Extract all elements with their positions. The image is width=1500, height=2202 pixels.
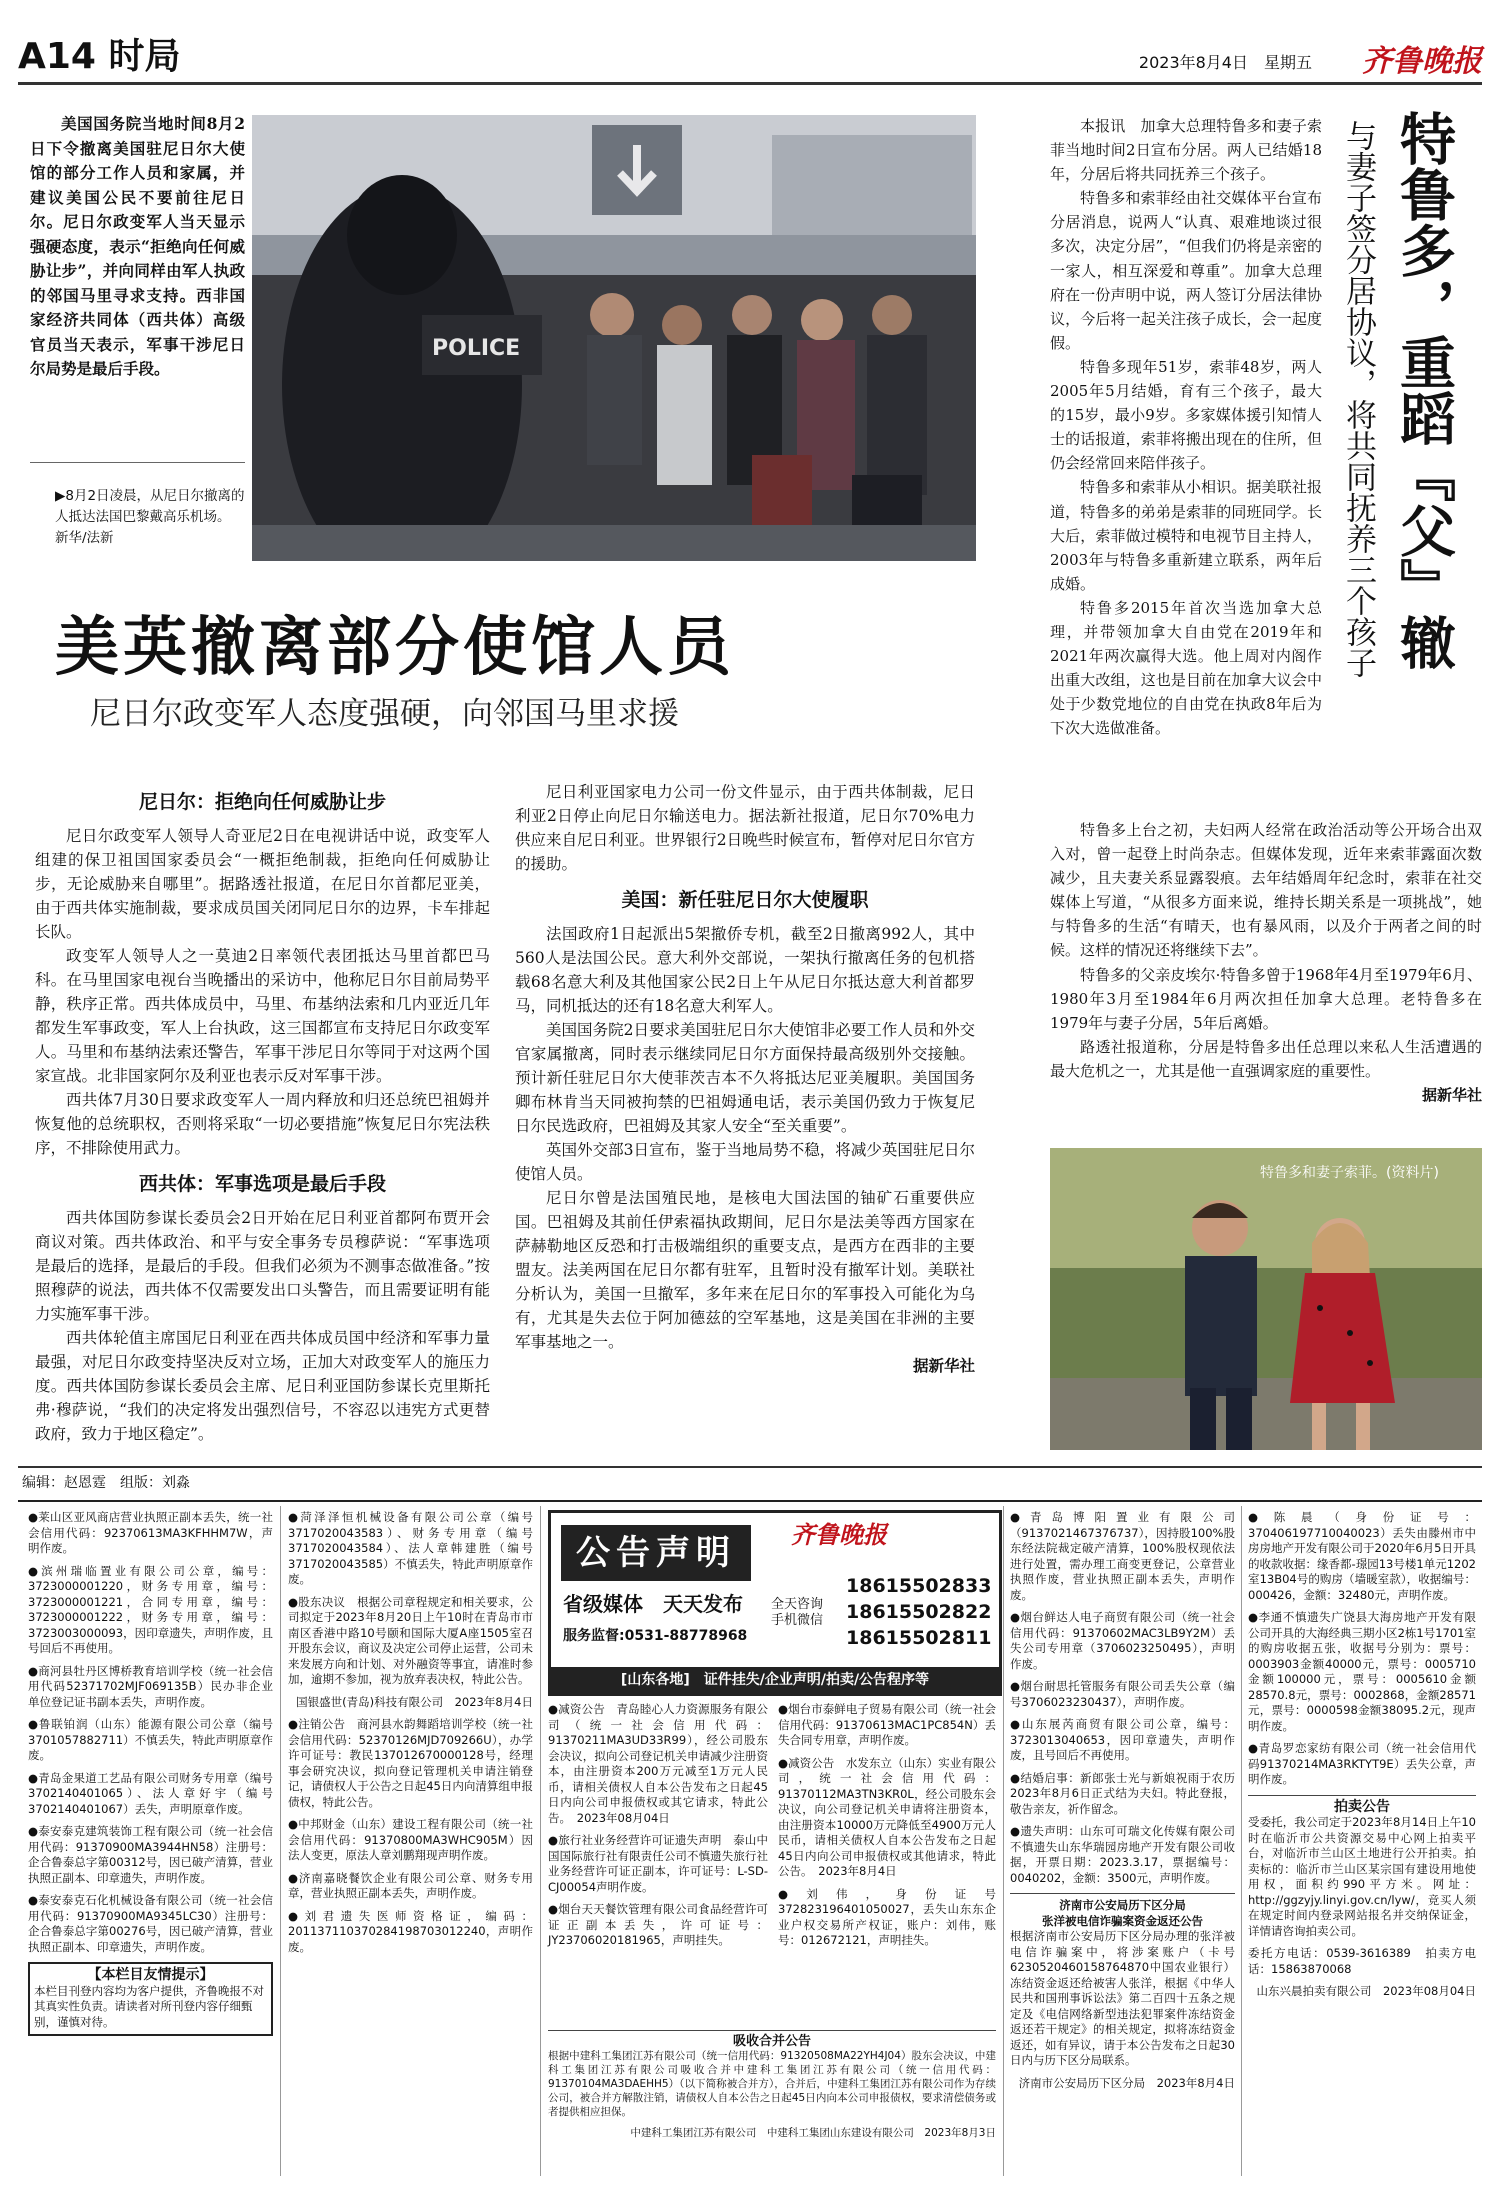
merge-notice-signature: 中建科工集团江苏有限公司 中建科工集团山东建设有限公司 2023年8月3日 — [630, 2127, 996, 2139]
ad-item: ●莱山区亚风商店营业执照正副本丢失，统一社会信用代码：92370613MA3KFHHM7W，声明作废。 — [28, 1510, 273, 1555]
ad-item: ●青岛金果道工艺品有限公司财务专用章（编号3702140401065）、法人章好宇（编号3702140401067）丢失，声明原章作废。 — [28, 1770, 273, 1816]
ad-item: ●旅行社业务经营许可证遗失声明 泰山中国国际旅行社有限责任公司不慎遗失旅行社业务经营许可证正副本，许可证号：L-SD-CJ00054声明作废。 — [548, 1833, 768, 1894]
paragraph: 政变军人领导人之一莫迪2日率领代表团抵达马里首都巴马科。在马里国家电视台当晚播出的采访中，他称尼日尔目前局势平静，秩序正常。西共体成员中，马里、布基纳法索和几内亚近几年都发生军事政变，军人上台执政，这三国都宣布支持尼日尔政变军人。马里和布基纳法索还警告，军事干涉尼日尔等同于对这两个国家宣战。北非国家阿尔及利亚也表示反对军事干涉。 — [35, 947, 490, 1085]
ad-item: ●菏泽泽恒机械设备有限公司公章（编号3717020043583）、财务专用章（编号3717020043584）、法人章韩建胜（编号3717020043585）不慎丢失，特此声明原章作废。 — [288, 1510, 533, 1586]
auction-notice-text: 受委托，我公司定于2023年8月14日上午10时在临沂市公共资源交易中心网上拍卖平台，对临沂市兰山区土地进行公开拍卖。拍卖标的：临沂市兰山区某宗国有建设用地使用权，面积约990平方米。网址：http://ggzyjy.linyi.gov.cn/lyw/，竞买人须在规定时间内登录网站报名并交纳保证金，详情请咨询拍卖公司。 — [1248, 1815, 1476, 1938]
phone-number: 18615502811 — [846, 1627, 992, 1649]
paragraph: 西共体7月30日要求政变军人一周内释放和归还总统巴祖姆并恢复他的总统职权，否则将采取“一切必要措施”恢复尼日尔宪法秩序，不排除使用武力。 — [35, 1091, 490, 1157]
paragraph: 特鲁多现年51岁，索菲48岁，两人2005年5月结婚，育有三个孩子，最大的15岁，最小9岁。多家媒体援引知情人士的话报道，索菲将搬出现在的住所，但仍会经常回来陪伴孩子。 — [1050, 357, 1322, 473]
police-label: POLICE — [432, 336, 521, 361]
paragraph: 英国外交部3日宣布，鉴于当地局势不稳，将减少英国驻尼日尔使馆人员。 — [515, 1141, 975, 1183]
page-section-label: A14 时局 — [18, 36, 181, 77]
ads-column-5 — [1248, 1510, 1476, 2007]
ad-item: ●青岛博阳置业有限公司（9137021467376737），因持股100%股东经法院裁定破产清算，100%股权现依法进行处置，需办理工商变更登记，公章营业执照作废，营业执照正副本丢失，声明作废。 — [1010, 1510, 1235, 1602]
classified-ads — [18, 1500, 1482, 2182]
ad-item: ●泰安泰克建筑装饰工程有限公司（统一社会信用代码：91370900MA3944HN58）注册号：企合鲁泰总字第00312号，因已破产清算，营业执照正副本、印章遗失，声明作废。 — [28, 1824, 273, 1885]
byline: 据新华社 — [1421, 1086, 1482, 1105]
police-notice-signature: 济南市公安局历下区分局 2023年8月4日 — [1018, 2075, 1235, 2090]
notice-slogan: 省级媒体 天天发布 — [563, 1592, 743, 1616]
ad-item: ●泰安泰克石化机械设备有限公司（统一社会信用代码：91370900MA9345LC30）注册号：企合鲁泰总字第00276号，因已破产清算，营业执照正副本、印章遗失，声明作废。 — [28, 1893, 273, 1954]
story-intro: 美国国务院当地时间8月2日下令撤离美国驻尼日尔大使馆的部分工作人员和家属，并建议美国公民不要前往尼日尔。尼日尔政变军人当天显示强硬态度，表示“拒绝向任何威胁让步”，并向同样由军人执政的邻国马里寻求支持。西非国家经济共同体（西共体）高级官员当天表示，军事干涉尼日尔局势是最后手段。 — [30, 114, 245, 378]
right-subheadline: 与妻子签分居协议，将共同抚养三个孩子 — [1340, 120, 1376, 678]
column-divider — [1003, 1506, 1004, 2176]
auction-notice — [1248, 1795, 1476, 2000]
ad-item: ●鲁联铂润（山东）能源有限公司公章（编号3701057882711）不慎丢失，特此声明原章作废。 — [28, 1717, 273, 1762]
ad-item: ●青岛罗恋家纺有限公司（统一社会信用代码91370214MA3RKTYT9E）丢失公章，声明作废。 — [1248, 1741, 1476, 1786]
column-divider — [280, 1506, 281, 2176]
section-heading-ecowas: 西共体：军事选项是最后手段 — [138, 1173, 386, 1195]
merge-notice-text: 根据中建科工集团江苏有限公司（统一信用代码：91320508MA22YH4J04）股东会决议，中建科工集团江苏有限公司吸收合并中建科工集团江苏有限公司（统一信用代码：91370104MA3DAEHH5）（以下简称被合并方），合并后，中建科工集团江苏有限公司作为存续公司，被合并方解散注销，请债权人自本公告之日起45日内向本公司申报债权，要求清偿债务或者提供相应担保。 — [548, 2050, 996, 2118]
paragraph: 特鲁多和索菲从小相识。据美联社报道，特鲁多的弟弟是索菲的同班同学。长大后，索菲做过模特和电视节目主持人，2003年与特鲁多重新建立联系，两年后成婚。 — [1050, 478, 1322, 593]
merge-notice — [548, 2030, 996, 2147]
notice-phone-label: 全天咨询 手机微信 — [771, 1597, 824, 1628]
tip-title: 【本栏目友情提示】 — [87, 1967, 214, 1983]
ad-item: ●减资公告 青岛睦心人力资源服务有限公司（统一社会信用代码：91370211MA3UD33R99），经公司股东会决议，拟向公司登记机关申请减少注册资本，由注册资本200万元减至1万元人民币，请相关债权人自本公告发布之日起45日内向公司申报债权或其它请求，特此公告。 2023年08月04日 — [548, 1702, 768, 1825]
paragraph: 尼日尔曾是法国殖民地，是核电大国法国的铀矿石重要供应国。巴祖姆及其前任伊索福执政期间，尼日尔是法美等西方国家在萨赫勒地区反恐和打击极端组织的重要支点，是西方在西非的主要盟友。法美两国在尼日尔都有驻军，且暂时没有撤军计划。美联社分析认为，美国一旦撤军，多年来在尼日尔的军事投入可能化为乌有，尤其是失去位于阿加德兹的空军基地，这是美国在非洲的主要军事基地之一。 — [515, 1189, 975, 1351]
ad-item: ●滨州瑞临置业有限公司公章，编号：3723000001220，财务专用章，编号：3723000001221，合同专用章，编号：3723000001222，财务专用章，编号：3723003000093，因印章遗失，声明作废，且号回后不再使用。 — [28, 1563, 273, 1655]
ad-item: ●减资公告 水发东立（山东）实业有限公司，统一社会信用代码：91370112MA3TN3KR0L，经公司股东会决议，向公司登记机关申请将注册资本，由注册资本10000万元降低至4900万元人民币，请相关债权人自本公告发布之日起45日内向公司申报债权或其他请求，特此公告。 2023年8月4日 — [778, 1755, 996, 1878]
ad-item: ●烟台耐思托管服务有限公司丢失公章（编号3706023230437），声明作废。 — [1010, 1679, 1235, 1709]
story-column-1 — [35, 778, 490, 1446]
notice-logo: 齐鲁晚报 — [791, 1520, 887, 1549]
trudeau-photo — [1050, 1148, 1482, 1450]
phone-number: 18615502833 — [846, 1575, 992, 1597]
paragraph: 西共体国防参谋长委员会2日开始在尼日利亚首都阿布贾开会商议对策。西共体政治、和平与安全事务专员穆萨说：“军事选项是最后的选择，是最后的手段。但我们必须为不测事态做准备。”按照穆萨的说法，西共体不仅需要发出口头警告，而且需要证明有能力实施军事干涉。 — [35, 1209, 490, 1323]
editor-credit: 编辑：赵恩霆 组版：刘淼 — [22, 1475, 190, 1491]
ad-item: ●注销公告 商河县水韵舞蹈培训学校（统一社会信用代码：52370126MJD709266U），办学许可证号：教民137012670000128号，经理事会研究决议，拟向登记管理机关申请注销登记，请债权人于公告之日起45日内向清算组申报债权，特此公告。 — [288, 1717, 533, 1809]
column-divider — [1241, 1506, 1242, 2176]
police-notice — [1010, 1893, 1235, 2091]
notice-hotline: 服务监督:0531-88778968 — [563, 1628, 748, 1644]
ad-item: ●中邦财金（山东）建设工程有限公司（统一社会信用代码：91370800MA3WHC905M）因法人变更，原法人章刘鹏翔现声明作废。 — [288, 1817, 533, 1862]
auction-notice-title: 拍卖公告 — [1334, 1798, 1390, 1815]
airport-photo — [252, 115, 976, 561]
byline: 据新华社 — [912, 1357, 975, 1375]
police-notice-title: 济南市公安局历下区分局 张洋被电信诈骗案资金返还公告 — [1042, 1898, 1203, 1928]
phone-number: 18615502822 — [846, 1601, 992, 1623]
notice-phones — [846, 1573, 991, 1651]
notice-banner — [548, 1510, 1002, 1696]
ad-item: ●山东展芮商贸有限公司公章，编号：3723013040653，因印章遗失，声明作废，且号回后不再使用。 — [1010, 1717, 1235, 1762]
ad-item: ●商河县牡丹区博桥教育培训学校（统一社会信用代码52371702MJF069135B）民办非企业单位登记证书副本丢失，声明作废。 — [28, 1663, 273, 1709]
ad-item: ●烟台天天餐饮管理有限公司食品经营许可证正副本丢失，许可证号：JY23706020181965，声明挂失。 — [548, 1902, 768, 1947]
paragraph: 法国政府1日起派出5架撤侨专机，截至2日撤离992人，其中560人是法国公民。意大利外交部说，一架执行撤离任务的包机搭载68名意大利及其他国家公民2日上午从尼日尔抵达意大利首都罗马，同机抵达的还有18名意大利军人。 — [515, 925, 975, 1015]
ad-item: ●济南嘉晓餐饮企业有限公司公章、财务专用章，营业执照正副本丢失，声明作废。 — [288, 1870, 533, 1900]
column-divider — [540, 1506, 541, 2176]
ads-column-3b — [778, 1702, 996, 1956]
paragraph: 美国国务院2日要求美国驻尼日尔大使馆非必要工作人员和外交官家属撤离，同时表示继续同尼日尔方面保持最高级别外交接触。预计新任驻尼日尔大使菲茨吉本不久将抵达尼亚美履职。美国国务卿布林肯当天同被拘禁的巴祖姆通电话，表示美国仍致力于恢复尼日尔民选政府，巴祖姆及其家人安全“至关重要”。 — [515, 1021, 975, 1135]
paragraph: 尼日利亚国家电力公司一份文件显示，由于西共体制裁，尼日利亚2日停止向尼日尔输送电力。据法新社报道，尼日尔70%电力供应来自尼日利亚。世界银行2日晚些时候宣布，暂停对尼日尔官方的援助。 — [515, 783, 975, 873]
section-heading-niger: 尼日尔：拒绝向任何威胁让步 — [138, 791, 386, 813]
section-heading-usa: 美国：新任驻尼日尔大使履职 — [621, 889, 869, 911]
ad-item: ●陈晨（身份证号：370406197710040023）丢失由滕州市中房房地产开发有限公司于2020年6月5日开具的收款收据：缘香都-璟园13号楼1单元1202室13B04号的购房（墙暖室款），收据编号：000426，金额：32480元，声明作废。 — [1248, 1510, 1476, 1602]
tip-box — [28, 1962, 273, 2036]
ad-item: ●股东决议 根据公司章程规定和相关要求，公司拟定于2023年8月20日上午10时在青岛市市南区香港中路10号颐和国际大厦A座1505室召开股东会议，商议及决定公司停止运营，公司未来发展方向和计划、对外融资等事宜，请准时参加，逾期不参加，视为放弃表决权，特此公告。 — [288, 1594, 533, 1686]
trudeau-photo-drawing — [1050, 1148, 1482, 1450]
trudeau-photo-caption: 特鲁多和妻子索菲。(资料片) — [1260, 1165, 1439, 1181]
notice-category-bar: [山东各地] 证件挂失/企业声明/拍卖/公告程序等 — [551, 1667, 999, 1693]
newspaper-logo: 齐鲁晚报 — [1362, 44, 1482, 79]
airport-photo-drawing — [252, 115, 976, 561]
ads-column-2 — [288, 1510, 533, 1962]
paragraph: 特鲁多上台之初，夫妇两人经常在政治活动等公开场合出双入对，曾一起登上时尚杂志。但媒体发现，近年来索菲露面次数减少，且夫妻关系显露裂痕。去年结婚周年纪念时，索菲在社交媒体上写道，“从很多方面来说，维持长期关系是一项挑战”，她与特鲁多的生活“有晴天，也有暴风雨，以及介于两者之间的时候。这样的情况还将继续下去”。 — [1050, 821, 1482, 960]
auction-notice-contact: 委托方电话：0539-3616389 拍卖方电话：15863870068 — [1248, 1946, 1476, 1976]
paragraph: 本报讯 加拿大总理特鲁多和妻子索菲当地时间2日宣布分居。两人已结婚18年，分居后将共同抚养三个孩子。 — [1050, 117, 1322, 184]
issue-date: 2023年8月4日 星期五 — [1138, 53, 1312, 72]
photo-caption: ▶8月2日凌晨，从尼日尔撤离的人抵达法国巴黎戴高乐机场。 新华/法新 — [55, 488, 245, 546]
ads-column-1 — [28, 1510, 273, 2036]
merge-notice-title: 吸收合并公告 — [732, 2034, 811, 2049]
ad-item: ●结婚启事：新郎张士光与新娘祝雨于农历2023年8月6日正式结为夫妇。特此登报，敬告亲友，祈作留念。 — [1010, 1770, 1235, 1816]
ad-item: ●遗失声明：山东可可瑞文化传媒有限公司不慎遗失山东华瑞园房地产开发有限公司收据，开票日期：2023.3.17，票据编号：0040202，金额：3500元，声明作废。 — [1010, 1824, 1235, 1885]
ad-item: ●刘君遗失医师资格证，编码：201137110370284198703012240，声明作废。 — [288, 1908, 533, 1954]
paragraph: 西共体轮值主席国尼日利亚在西共体成员国中经济和军事力量最强，对尼日尔政变持坚决反对立场，正加大对政变军人的施压力度。西共体国防参谋长委员会主席、尼日利亚国防参谋长克里斯托弗·穆萨说，“我们的决定将发出强烈信号，不容忍以违宪方式更替政府，致力于地区稳定”。 — [35, 1329, 490, 1443]
ad-item: ●李通不慎遗失广饶县大海房地产开发有限公司开具的大海经典三期小区2栋1号1701室的购房收据五张，收据号分别为：票号：0003903金额40000元，票号：0005710金额100000元，票号：0005610金额28570.8元，票号：0002868，金额28571元，票号：0000598金额38095.2元，现声明作废。 — [1248, 1610, 1476, 1733]
paragraph: 尼日尔政变军人领导人奇亚尼2日在电视讲话中说，政变军人组建的保卫祖国国家委员会“一概拒绝制裁，拒绝向任何威胁让步，无论威胁来自哪里”。据路透社报道，在尼日尔首都尼亚美，由于西共体实施制裁，要求成员国关闭同尼日尔的边界，卡车排起长队。 — [35, 827, 490, 941]
ad-signature: 国银盛世(青岛)科技有限公司 2023年8月4日 — [296, 1694, 533, 1709]
page-header — [18, 22, 1482, 85]
ads-column-3a — [548, 1702, 768, 1956]
main-subheadline: 尼日尔政变军人态度强硬，向邻国马里求援 — [90, 696, 679, 732]
auction-notice-signature: 山东兴晨拍卖有限公司 2023年08月04日 — [1256, 1984, 1476, 1998]
notice-title: 公告声明 — [561, 1525, 751, 1581]
ads-column-4 — [1010, 1510, 1235, 2098]
right-story-column-b — [1050, 818, 1482, 1107]
tip-text: 本栏目刊登内容均为客户提供，齐鲁晚报不对其真实性负责。请读者对所刊登内容仔细甄别，谨慎对待。 — [34, 1983, 264, 2029]
paragraph: 特鲁多和索菲经由社交媒体平台宣布分居消息，说两人“认真、艰难地谈过很多次，决定分居”，“但我们仍将是亲密的一家人，相互深爱和尊重”。加拿大总理府在一份声明中说，两人签订分居法律协议，今后将一起关注孩子成长，会一起度假。 — [1050, 189, 1322, 352]
section-rule — [18, 1466, 1482, 1468]
right-headline: 特鲁多，重蹈『父』辙 — [1391, 110, 1457, 670]
ad-item: ●烟台鲜达人电子商贸有限公司（统一社会信用代码：91370602MAC3LB9Y2M）丢失公司专用章（3706023250495），声明作废。 — [1010, 1610, 1235, 1671]
paragraph: 特鲁多2015年首次当选加拿大总理，并带领加拿大自由党在2019年和2021年两次赢得大选。他上周对内阁作出重大改组，这也是目前在加拿大议会中处于少数党地位的自由党在执政8年后为下次大选做准备。 — [1050, 598, 1322, 738]
story-column-2 — [515, 780, 975, 1378]
intro-divider — [30, 462, 245, 463]
ad-item: ●刘伟，身份证号372823196401050027，丢失山东东企业户权交易所产权证，账户：刘伟，账号：012672121，声明挂失。 — [778, 1886, 996, 1947]
police-notice-text: 根据济南市公安局历下区分局办理的张洋被电信诈骗案中，将涉案账户（卡号6230520460158764870中国农业银行）冻结资金返还给被害人张洋，根据《中华人民共和国刑事诉讼法》第二百四十五条之规定及《电信网络新型违法犯罪案件冻结资金返还若干规定》的相关规定，拟将冻结资金返还，如有异议，请于本公告发布之日起30日内与历下区分局联系。 — [1010, 1929, 1235, 2067]
right-story-column-a — [1050, 114, 1322, 740]
paragraph: 路透社报道称，分居是特鲁多出任总理以来私人生活遭遇的最大危机之一，尤其是他一直强调家庭的重要性。 — [1050, 1037, 1482, 1080]
main-headline: 美英撤离部分使馆人员 — [55, 610, 735, 685]
ad-item: ●烟台市泰鲜电子贸易有限公司（统一社会信用代码：91370613MAC1PC854N）丢失合同专用章，声明作废。 — [778, 1702, 996, 1747]
paragraph: 特鲁多的父亲皮埃尔·特鲁多曾于1968年4月至1979年6月、1980年3月至1984年6月两次担任加拿大总理。老特鲁多在1979年与妻子分居，5年后离婚。 — [1050, 965, 1482, 1032]
